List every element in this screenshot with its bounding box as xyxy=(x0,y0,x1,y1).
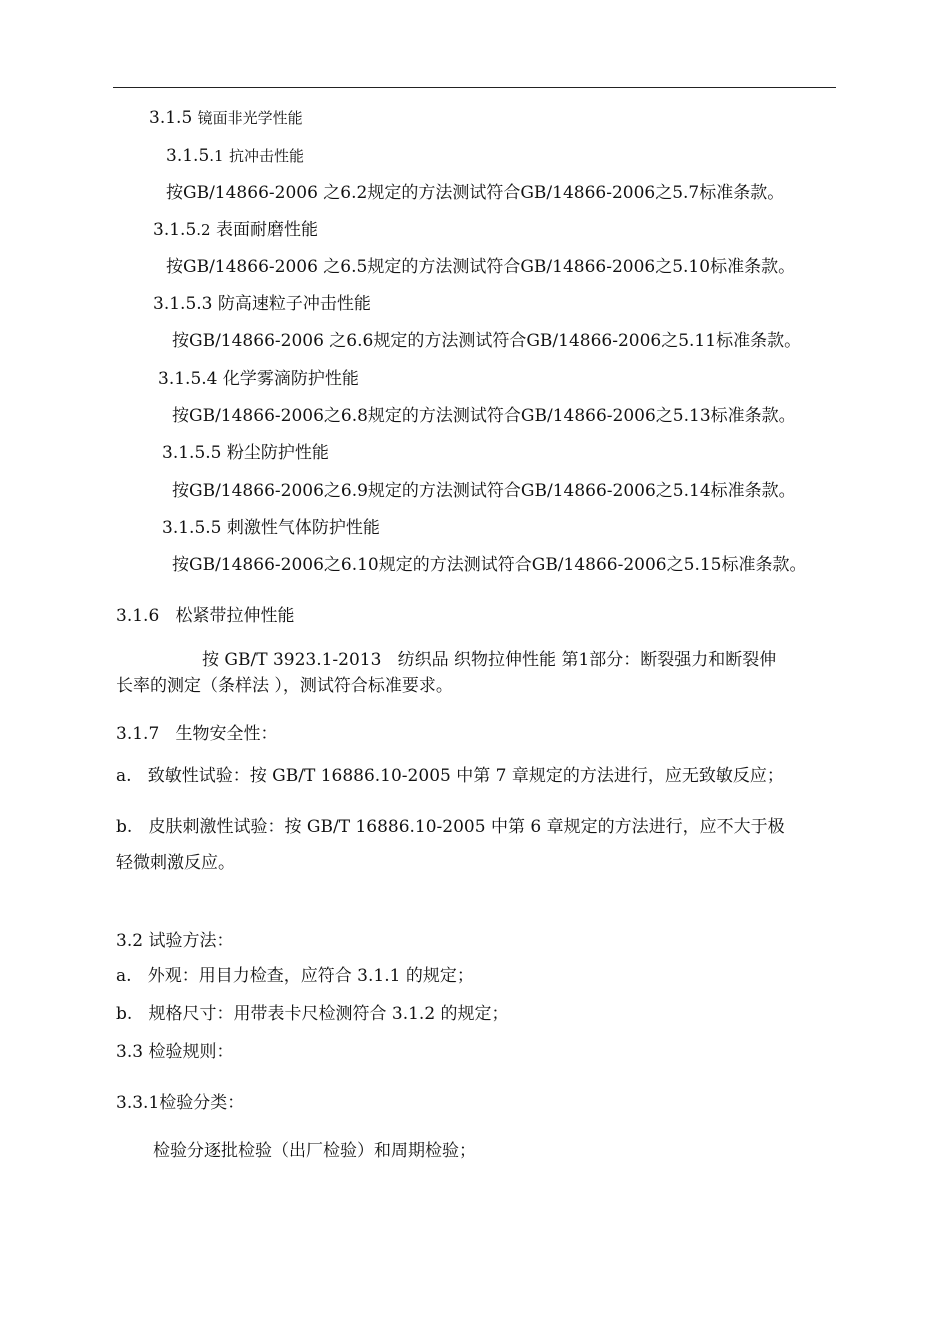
heading-3-1-5-3: 3.1.5.3 防高速粒子冲击性能 xyxy=(153,294,371,314)
heading-3-3: 3.3 检验规则： xyxy=(116,1042,234,1062)
section-number-suffix: .1 xyxy=(209,147,224,165)
heading-3-1-7: 3.1.7 生物安全性： xyxy=(116,724,278,744)
paragraph-continuation: 长率的测定（条样法 ），测试符合标准要求。 xyxy=(116,676,453,696)
paragraph: 按GB/14866-2006之6.9规定的方法测试符合GB/14866-2006之5.14标准条款。 xyxy=(172,481,796,501)
paragraph: 按GB/14866-2006 之6.5规定的方法测试符合GB/14866-2006之5.10标准条款。 xyxy=(166,257,796,277)
heading-3-1-5-1 xyxy=(166,146,304,166)
paragraph: 按 GB/T 3923.1-2013 纺织品 织物拉伸性能 第1部分：断裂强力和断裂伸 xyxy=(202,650,777,670)
section-title: 表面耐磨性能 xyxy=(215,220,318,240)
list-item-a: a. 致敏性试验：按 GB/T 16886.10-2005 中第 7 章规定的方法进行，应无致敏反应； xyxy=(116,766,784,786)
section-title: 抗冲击性能 xyxy=(228,147,304,165)
heading-3-1-5-4: 3.1.5.4 化学雾滴防护性能 xyxy=(158,369,359,389)
section-number-suffix: .2 xyxy=(196,221,211,239)
paragraph: 按GB/14866-2006 之6.2规定的方法测试符合GB/14866-2006之5.7标准条款。 xyxy=(166,183,785,203)
heading-3-1-6: 3.1.6 松紧带拉伸性能 xyxy=(116,606,295,626)
section-number: 3.1.5 xyxy=(153,220,197,240)
paragraph: 按GB/14866-2006之6.8规定的方法测试符合GB/14866-2006之5.13标准条款。 xyxy=(172,406,796,426)
heading-3-1-5 xyxy=(149,108,303,128)
heading-3-3-1: 3.3.1检验分类： xyxy=(116,1093,245,1113)
list-item-b: b. 规格尺寸：用带表卡尺检测符合 3.1.2 的规定； xyxy=(116,1004,509,1024)
list-item-a: a. 外观：用目力检查，应符合 3.1.1 的规定； xyxy=(116,966,474,986)
header-rule xyxy=(113,87,836,88)
section-title: 镜面非光学性能 xyxy=(197,109,303,127)
paragraph: 检验分逐批检验（出厂检验）和周期检验； xyxy=(153,1141,476,1161)
list-item-b: b. 皮肤刺激性试验：按 GB/T 16886.10-2005 中第 6 章规定的方法进行，应不大于极 xyxy=(116,817,785,837)
section-number: 3.1.5 xyxy=(166,146,210,166)
heading-3-1-5-5b: 3.1.5.5 刺激性气体防护性能 xyxy=(162,518,380,538)
heading-3-1-5-2 xyxy=(153,220,318,240)
heading-3-1-5-5: 3.1.5.5 粉尘防护性能 xyxy=(162,443,329,463)
paragraph: 按GB/14866-2006 之6.6规定的方法测试符合GB/14866-2006之5.11标准条款。 xyxy=(172,331,802,351)
list-item-b-continuation: 轻微刺激反应。 xyxy=(116,853,235,873)
paragraph: 按GB/14866-2006之6.10规定的方法测试符合GB/14866-2006之5.15标准条款。 xyxy=(172,555,807,575)
heading-3-2: 3.2 试验方法： xyxy=(116,931,234,951)
section-number: 3.1.5 xyxy=(149,108,193,128)
